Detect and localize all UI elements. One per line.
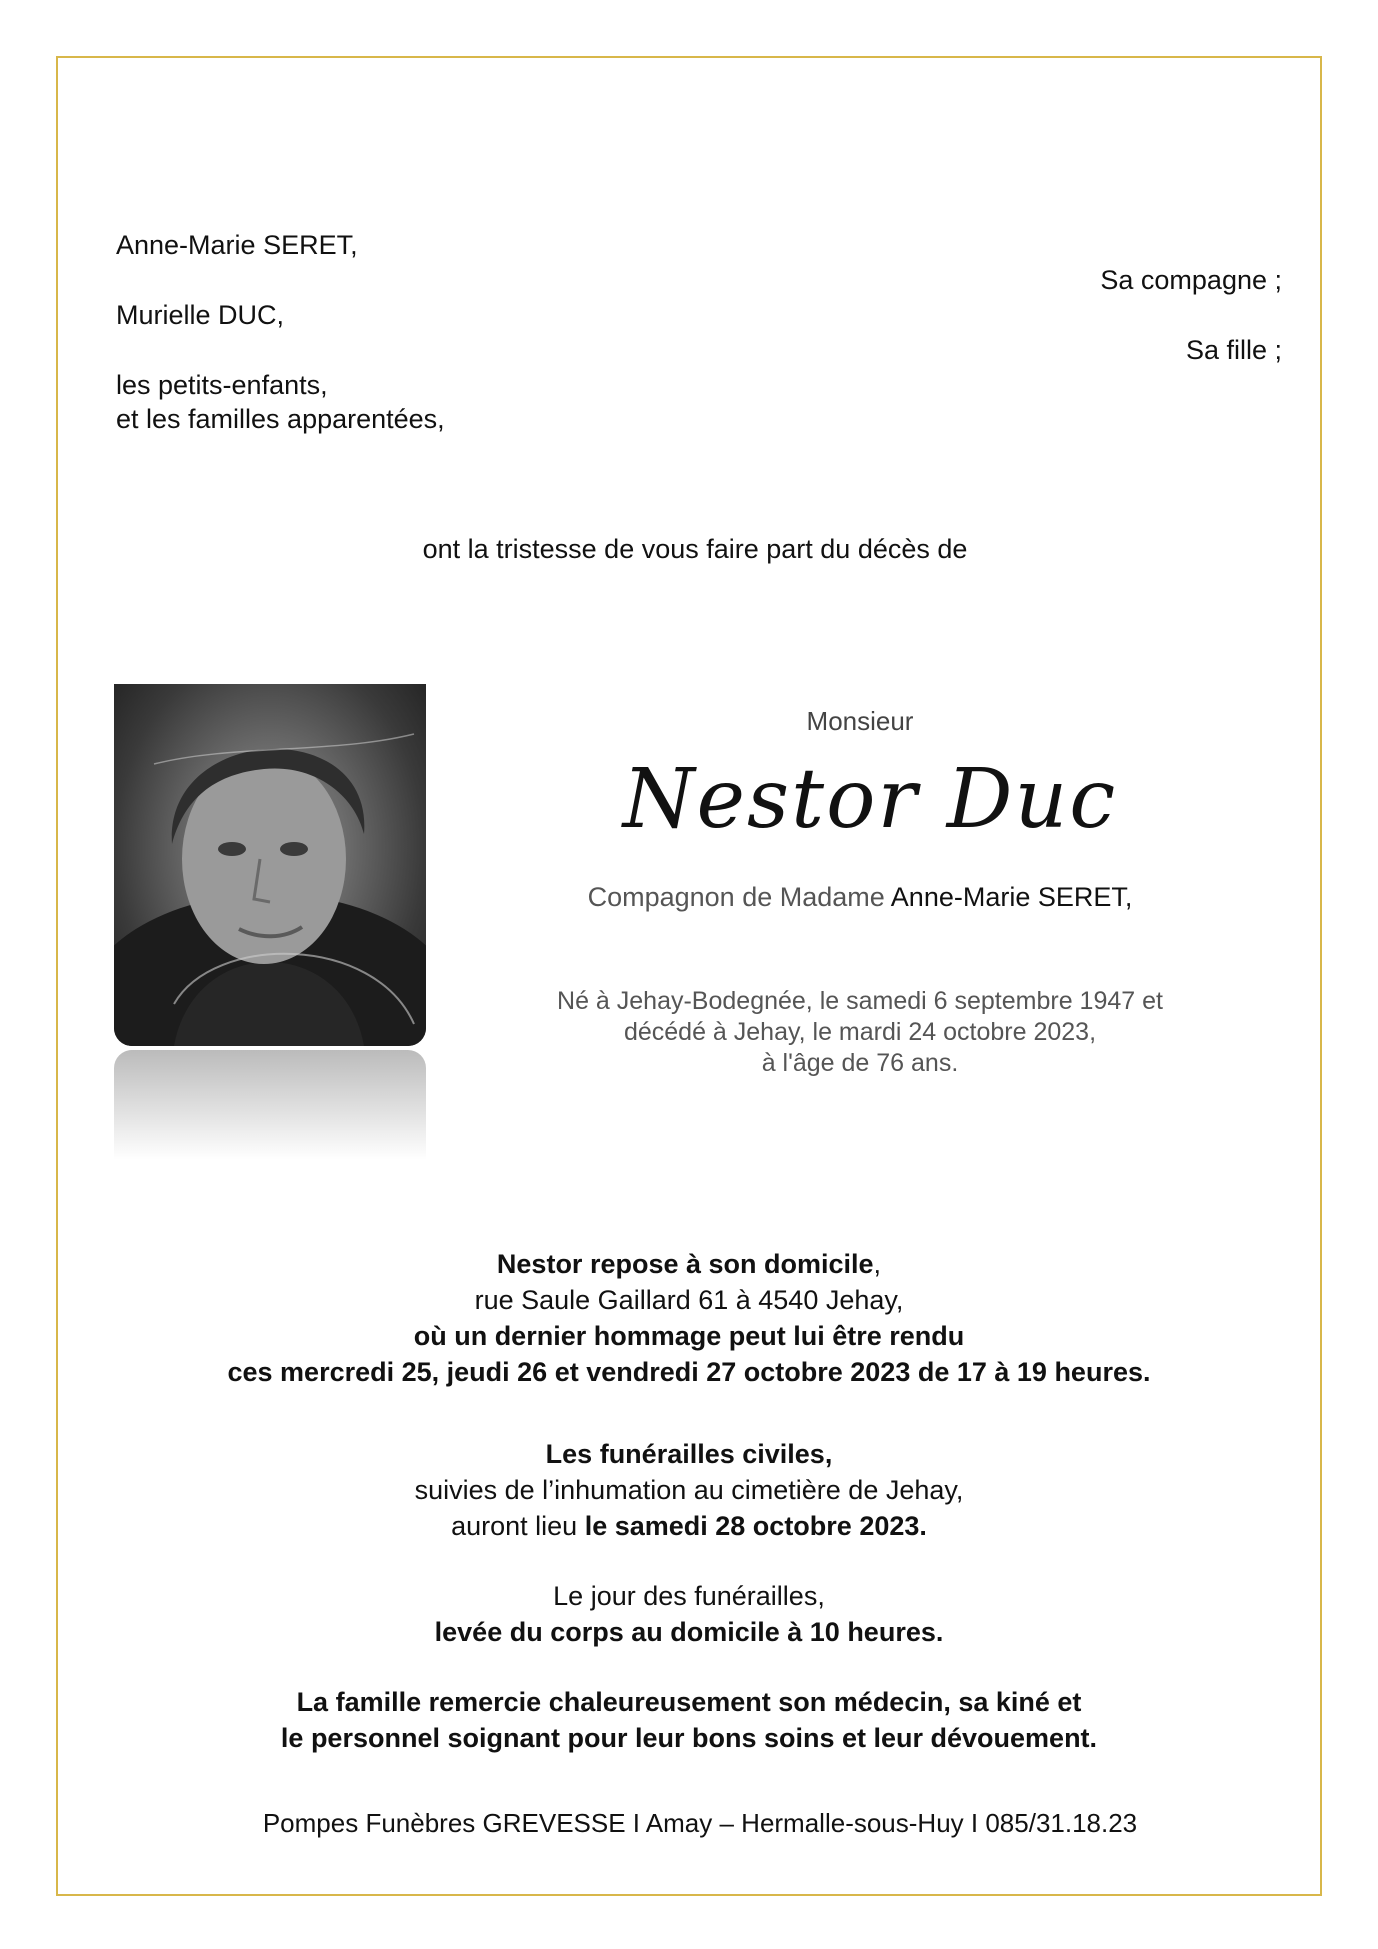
family-member-daughter: Murielle DUC, <box>116 300 285 330</box>
portrait-photo <box>114 684 426 1164</box>
funeral-heading: Les funérailles civiles, <box>545 1439 833 1469</box>
funeral-block <box>0 1436 1378 1544</box>
departure-intro: Le jour des funérailles, <box>553 1581 825 1611</box>
thanks-block <box>0 1684 1378 1756</box>
funeral-date: le samedi 28 octobre 2023. <box>584 1511 927 1541</box>
portrait-image <box>114 684 426 1046</box>
departure-block <box>0 1578 1378 1650</box>
visitation-block <box>0 1246 1378 1390</box>
honorific: Monsieur <box>806 706 914 736</box>
visitation-heading: Nestor repose à son domicile <box>496 1249 874 1279</box>
funeral-burial: suivies de l’inhumation au cimetière de Jehay, <box>414 1475 964 1505</box>
family-member-companion: Anne-Marie SERET, <box>116 230 358 260</box>
thanks-line-1: La famille remercie chaleureusement son médecin, sa kiné et <box>296 1687 1082 1717</box>
visitation-address: rue Saule Gaillard 61 à 4540 Jehay, <box>474 1285 904 1315</box>
portrait-illustration <box>114 684 426 1046</box>
deceased-name: Nestor Duc <box>622 752 1118 847</box>
life-dates <box>480 986 1240 1079</box>
announcement-intro: ont la tristesse de vous faire part du décès de <box>422 534 968 564</box>
portrait-reflection <box>114 1050 426 1160</box>
companion-prefix: Compagnon de Madame <box>587 882 891 912</box>
departure-time: levée du corps au domicile à 10 heures. <box>434 1617 944 1647</box>
visitation-dates: ces mercredi 25, jeudi 26 et vendredi 27 octobre 2023 de 17 à 19 heures. <box>227 1357 1151 1387</box>
family-role-daughter: Sa fille ; <box>1185 335 1282 365</box>
family-relatives: et les familles apparentées, <box>116 404 445 434</box>
funeral-date-line <box>0 1508 1378 1544</box>
thanks-line-2: le personnel soignant pour leur bons soins et leur dévouement. <box>280 1723 1098 1753</box>
companion-line <box>500 882 1220 913</box>
companion-name: Anne-Marie SERET, <box>890 882 1133 912</box>
funeral-date-prefix: auront lieu <box>451 1511 585 1541</box>
birth-line: Né à Jehay-Bodegnée, le samedi 6 septembre 1947 et <box>557 987 1163 1015</box>
funeral-home-footer: Pompes Funèbres GREVESSE I Amay – Hermalle-sous-Huy I 085/31.18.23 <box>262 1808 1138 1838</box>
family-grandchildren: les petits-enfants, <box>116 370 328 400</box>
visitation-tribute: où un dernier hommage peut lui être rendu <box>413 1321 965 1351</box>
family-role-companion: Sa compagne ; <box>1100 265 1282 295</box>
visitation-heading-tail: , <box>873 1249 882 1279</box>
death-line: décédé à Jehay, le mardi 24 octobre 2023, <box>623 1018 1097 1046</box>
visitation-line-1 <box>0 1246 1378 1282</box>
age-line: à l'âge de 76 ans. <box>761 1049 959 1077</box>
